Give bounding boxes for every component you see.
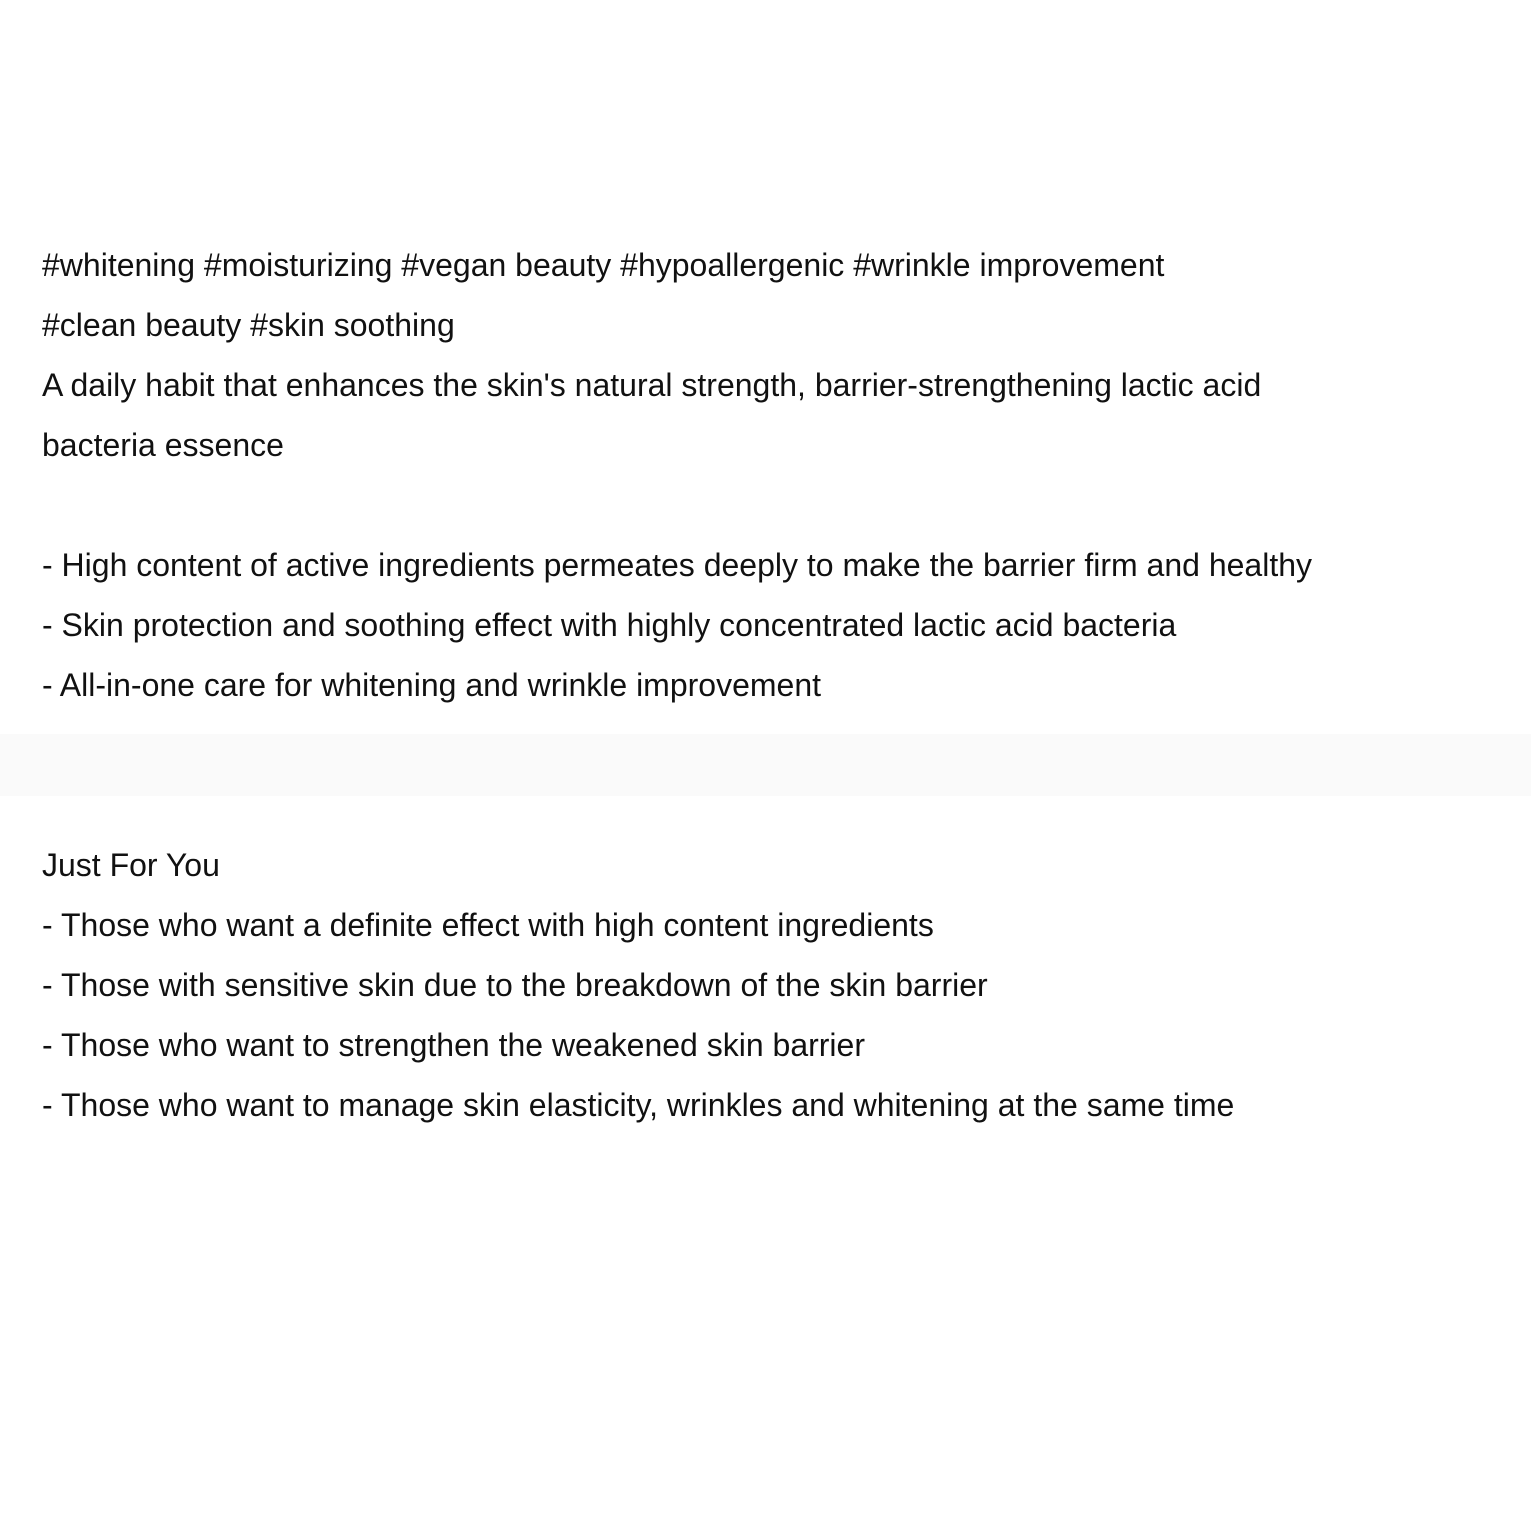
spacer bbox=[42, 475, 1511, 535]
just-for-you-heading: Just For You bbox=[42, 847, 220, 883]
target-user-item: - Those who want to manage skin elasticity, wrinkles and whitening at the same time bbox=[42, 1087, 1235, 1123]
description-line-1: A daily habit that enhances the skin's natural strength, barrier-strengthening lactic acid bbox=[42, 367, 1262, 403]
section-divider bbox=[0, 734, 1531, 796]
hashtags-line-1: #whitening #moisturizing #vegan beauty #hypoallergenic #wrinkle improvement bbox=[42, 247, 1165, 283]
hashtags-line-2: #clean beauty #skin soothing bbox=[42, 307, 455, 343]
feature-item: - High content of active ingredients permeates deeply to make the barrier firm and healthy bbox=[42, 547, 1312, 583]
description-line-2: bacteria essence bbox=[42, 427, 284, 463]
target-user-item: - Those with sensitive skin due to the breakdown of the skin barrier bbox=[42, 967, 988, 1003]
feature-item: - Skin protection and soothing effect with highly concentrated lactic acid bacteria bbox=[42, 607, 1177, 643]
product-intro-section bbox=[42, 235, 1511, 715]
target-user-item: - Those who want a definite effect with high content ingredients bbox=[42, 907, 934, 943]
feature-item: - All-in-one care for whitening and wrinkle improvement bbox=[42, 667, 822, 703]
target-user-item: - Those who want to strengthen the weakened skin barrier bbox=[42, 1027, 865, 1063]
just-for-you-section bbox=[42, 835, 1511, 1135]
